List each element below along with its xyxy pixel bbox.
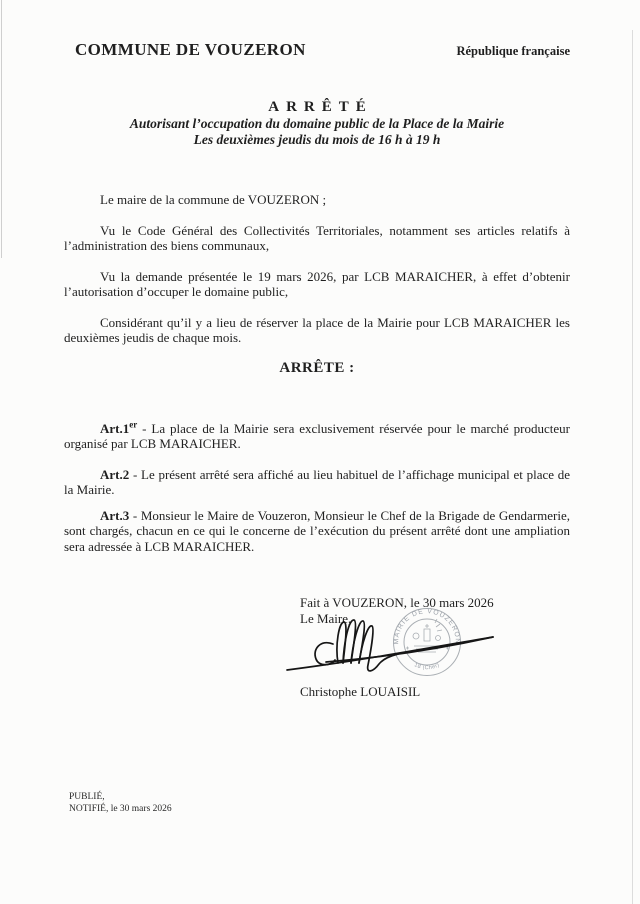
article-1 (64, 421, 570, 452)
signatory-name: Christophe LOUAISIL (300, 684, 421, 699)
stamp-bottom-text: 18 (Cher) (413, 662, 441, 672)
preamble-paragraph-vu-demande: Vu la demande présentée le 19 mars 2026, par LCB MARAICHER, à effet d’obtenir l’autorisation d’occuper le domaine public, (64, 268, 570, 299)
signature-space (300, 627, 570, 684)
document-title: ARRÊTÉ (268, 99, 373, 115)
signature-place-date: Fait à VOUZERON, le 30 mars 2026 (300, 595, 494, 610)
preamble-paragraph-mayor: Le maire de la commune de VOUZERON ; (100, 192, 327, 207)
publication-footer (69, 791, 172, 815)
footer-notifie-line: NOTIFIÉ, le 30 mars 2026 (69, 804, 172, 814)
title-block (64, 99, 570, 148)
article-3-text: - Monsieur le Maire de Vouzeron, Monsieur le Chef de la Brigade de Gendarmerie, sont chargés, chacun en ce qui le concerne de l’exécution du présent arrêté dont une ampliation sera adressée à LCB MARAICHER. (64, 507, 570, 554)
article-2-label: Art.2 (100, 466, 130, 482)
document-subtitle-line2: Les deuxièmes jeudis du mois de 16 h à 19 h (193, 132, 441, 147)
article-1-superscript: er (129, 419, 138, 430)
signature-block (300, 595, 570, 700)
commune-title: COMMUNE DE VOUZERON (75, 40, 306, 59)
scan-artifact-right-edge (632, 30, 633, 904)
article-2 (64, 467, 570, 498)
preamble-paragraph-considerant: Considérant qu’il y a lieu de réserver la place de la Mairie pour LCB MARAICHER les deuxièmes jeudis de chaque mois. (64, 314, 570, 345)
decision-heading: ARRÊTE : (279, 359, 355, 376)
footer-publie-line: PUBLIÉ, (69, 792, 105, 802)
scan-artifact-left-edge (1, 0, 2, 258)
articles-section (64, 421, 570, 555)
article-2-text: - Le présent arrêté sera affiché au lieu habituel de l’affichage municipal et place de la Mairie. (64, 466, 570, 497)
article-1-label: Art.1 (100, 420, 130, 436)
preamble-section (64, 192, 570, 346)
document-header (75, 40, 570, 60)
article-1-text: - La place de la Mairie sera exclusivement réservée pour le marché producteur organisé par LCB MARAICHER. (64, 420, 570, 451)
signatory-title: Le Maire, (300, 611, 352, 626)
preamble-paragraph-vu-code: Vu le Code Général des Collectivités Territoriales, notamment ses articles relatifs à l’administration des biens communaux, (64, 222, 570, 253)
article-3-label: Art.3 (100, 507, 130, 523)
article-3 (64, 508, 570, 555)
document-subtitle-line1: Autorisant l’occupation du domaine public de la Place de la Mairie (129, 116, 505, 131)
republic-label: République française (456, 44, 570, 58)
stamp-ring-text: MAIRIE DE VOUZERON (393, 608, 461, 645)
